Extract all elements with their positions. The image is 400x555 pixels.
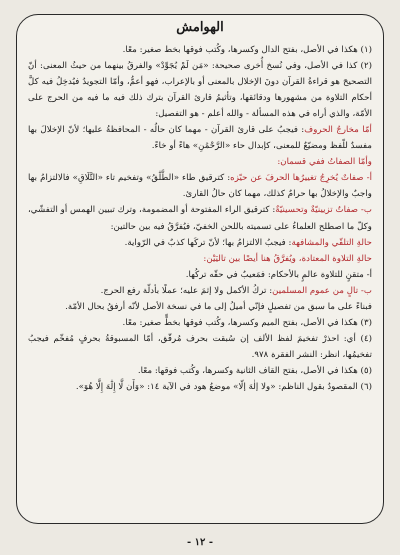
note-heading: أمّا مخارجُ الحروف [304,125,372,136]
note-text: : فيجبُ على قارئ القرآن - مهما كان حالُه - المحافظةُ عليها؛ لأنّ الإخلالَ بها مفسدٌ للّفظ ومضيّعٌ للمعنى، كإبدال حاء «الرَّحْمَٰنِ» هاءً أو خاءً. [28,125,372,152]
note-text: (٤) أي: احذرْ تفخيمَ لفظ الألف إن سُبقت بحرف مُرقّق، أمّا المسبوقةُ بحرفٍ مُفخّم فيجبُ تفخيمُها، انظر: النشر الفقرة ٩٧٨. [28,333,372,360]
note-heading: ب- صفاتٌ تزيينيّةٌ وتحسينيّةٌ [275,205,372,216]
note-text: : تركُ الأكمل ولا إثمَ عليه؛ عملًا بأدلّة رفع الحرج. [100,285,273,296]
note-text: (٦) المقصودُ بقول الناظم: «ولا إلٰهَ إلّا» موضعُ هود في الآية ١٤: «وَأَن لَّا إِلَٰهَ إِلَّا هُوَ». [75,381,372,392]
note-heading: حالةِ التلاوة المعتادة، ويُفرَّقُ هنا أيضًا بين تاليَيْن: [203,253,372,264]
note-heading: حالةِ التلقّي والمشافهة [291,237,372,248]
note-heading: أ- صفاتٌ يُخرِجُ تغييرُها الحرفَ عن حيّزه [230,173,372,184]
note-text: : كترقيق طاء «الطَّلَٰقُ» وتفخيم تاء «التَّلَاقِ» فالالتزامُ بها واجبٌ والإخلالُ بها حرامٌ كذلك، مهما كان حالُ القارئ. [28,173,372,200]
note-text: (٣) هكذا في الأصل، بفتح الميم وكسرها، وكُتب فوقها بخطٍّ صغير: معًا. [122,317,372,328]
note-text: : فيجبُ الالتزامُ بها؛ لأنّ تركَها كذبٌ في الرّواية. [124,237,292,248]
note-text: (٥) هكذا في الأصل، بفتح القاف الثانية وكسرها، وكُتب فوقها: معًا. [137,365,372,376]
note-heading: ب- تالٍ من عموم المسلمين [272,285,372,296]
note-heading: وأمّا الصفاتُ ففي قسمان: [277,157,372,168]
note-text: (٢) كذا في الأصل، وفي نُسخ أُخرى صحيحة: «مَن لَمْ يُجَوِّدْ» والفرقُ بينهما من حيثُ المعنى: أنّ التصحيحَ هو قراءةُ القرآن دونَ الإخلال بالمعنى أو بالإعراب، فهو أعمُّ، وأمّا التجويدُ فيُدخِلُ فيه كلَّ أحكام التلاوة من مشهورها ودقائقها، وتأثيمُ قارئ القرآن بترك ذلك فيه ما فيه من الحرج على الأمّة، والذي أراه في هذه المسألة - والله أعلم - هو التفصيل: [28,61,372,120]
footnotes [28,42,372,395]
note-text: أ- متقنٍ للتلاوة عالمٍ بالأحكام: فمَعيبٌ في حقّه تركُها. [185,269,372,280]
note-text: (١) هكذا في الأصل، بفتح الدال وكسرها، وكُتب فوقها بخط صغير: معًا. [122,45,372,55]
note-text: فبناءً على ما سبق من تفصيلٍ فإنّي أميلُ إلى ما في نسخة الأصل لأنّه أرفقُ بحال الأمّة. [65,301,372,312]
page-title: الهوامش [176,20,224,35]
note-text: : كترقيق الراء المفتوحة أو المضمومة، وترك تبيين الهمس أو التفشّي، وكلّ ما اصطلح العلماءُ على تسميته باللحن الخفيّ، فيُفرَّقُ فيه بين حالتين: [28,205,372,232]
page-number: - ١٢ - [186,537,214,548]
